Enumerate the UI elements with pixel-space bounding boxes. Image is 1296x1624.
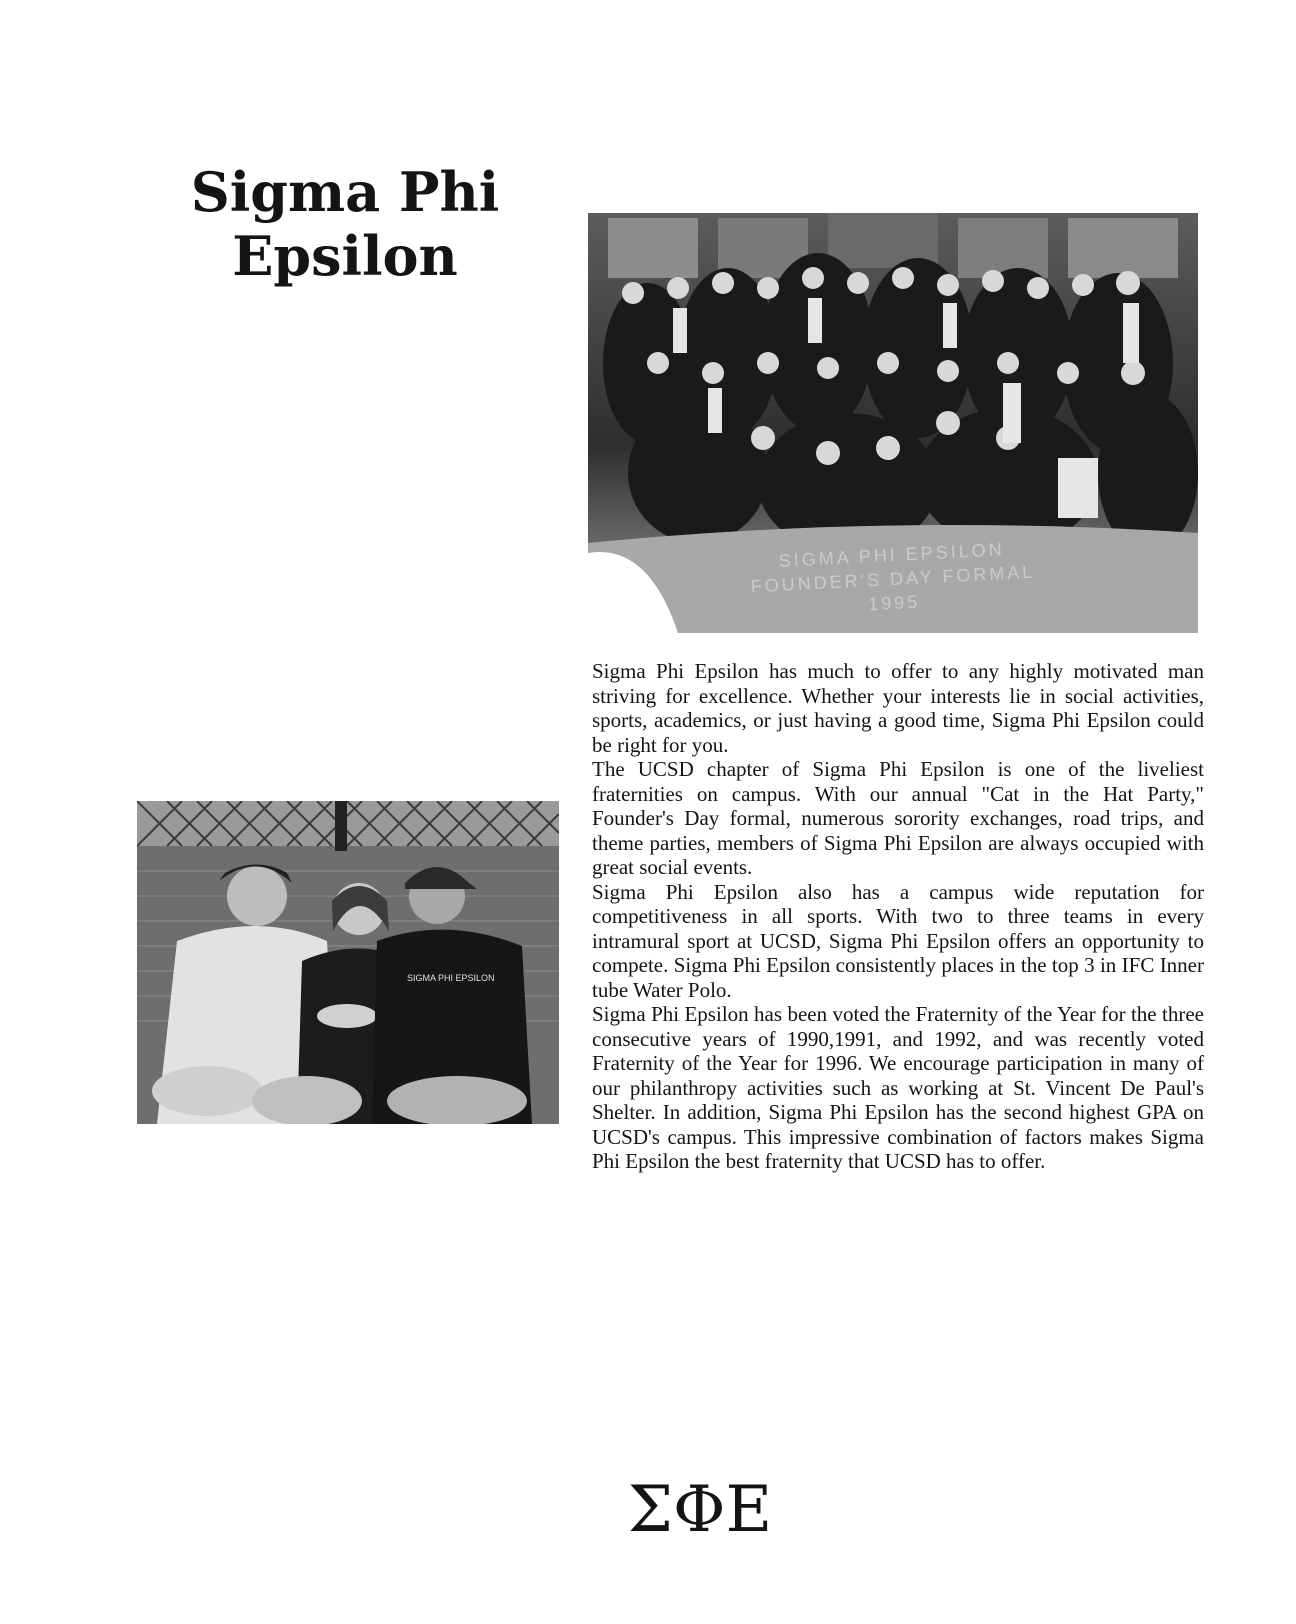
chapter-description bbox=[592, 659, 1204, 1174]
trio-photo-illustration bbox=[137, 801, 559, 1124]
founders-day-formal-photo bbox=[588, 213, 1198, 633]
page-title-line-2: Epsilon bbox=[232, 224, 458, 288]
page-title-line-1: Sigma Phi bbox=[190, 160, 500, 224]
description-paragraph-4: Sigma Phi Epsilon has been voted the Fraternity of the Year for the three consecutive years of 1990,1991, and 1992, and was recently voted Fraternity of the Year for 1996. We encourage participation in many of our philanthropy activities such as working at St. Vincent De Paul's Shelter. In addition, Sigma Phi Epsilon has the second highest GPA on UCSD's campus. This impressive combination of factors makes Sigma Phi Epsilon the best fraternity that UCSD has to offer. bbox=[592, 1002, 1204, 1173]
shirt-print-text: SIGMA PHI EPSILON bbox=[407, 973, 495, 983]
members-trio-photo bbox=[137, 801, 559, 1124]
formal-photo-caption-line-2: FOUNDER'S DAY FORMAL 1995 bbox=[750, 561, 1036, 615]
description-paragraph-2: The UCSD chapter of Sigma Phi Epsilon is one of the liveliest fraternities on campus. With our annual "Cat in the Hat Party," Founder's Day formal, numerous sorority exchanges, road trips, and theme parties, members of Sigma Phi Epsilon are always occupied with great social events. bbox=[592, 757, 1204, 879]
greek-letters-emblem: ΣΦΕ bbox=[627, 1473, 773, 1547]
page-title bbox=[150, 160, 540, 288]
description-paragraph-1: Sigma Phi Epsilon has much to offer to any highly motivated man striving for excellence. Whether your interests lie in social activities, sports, academics, or just having a good time, Sigma Phi Epsilon could be right for you. bbox=[592, 659, 1204, 757]
formal-photo-caption-line-1: SIGMA PHI EPSILON bbox=[778, 539, 1006, 571]
description-paragraph-3: Sigma Phi Epsilon also has a campus wide reputation for competitiveness in all sports. With two to three teams in every intramural sport at UCSD, Sigma Phi Epsilon offers an opportunity to compete. Sigma Phi Epsilon consistently places in the top 3 in IFC Inner tube Water Polo. bbox=[592, 879, 1204, 1002]
